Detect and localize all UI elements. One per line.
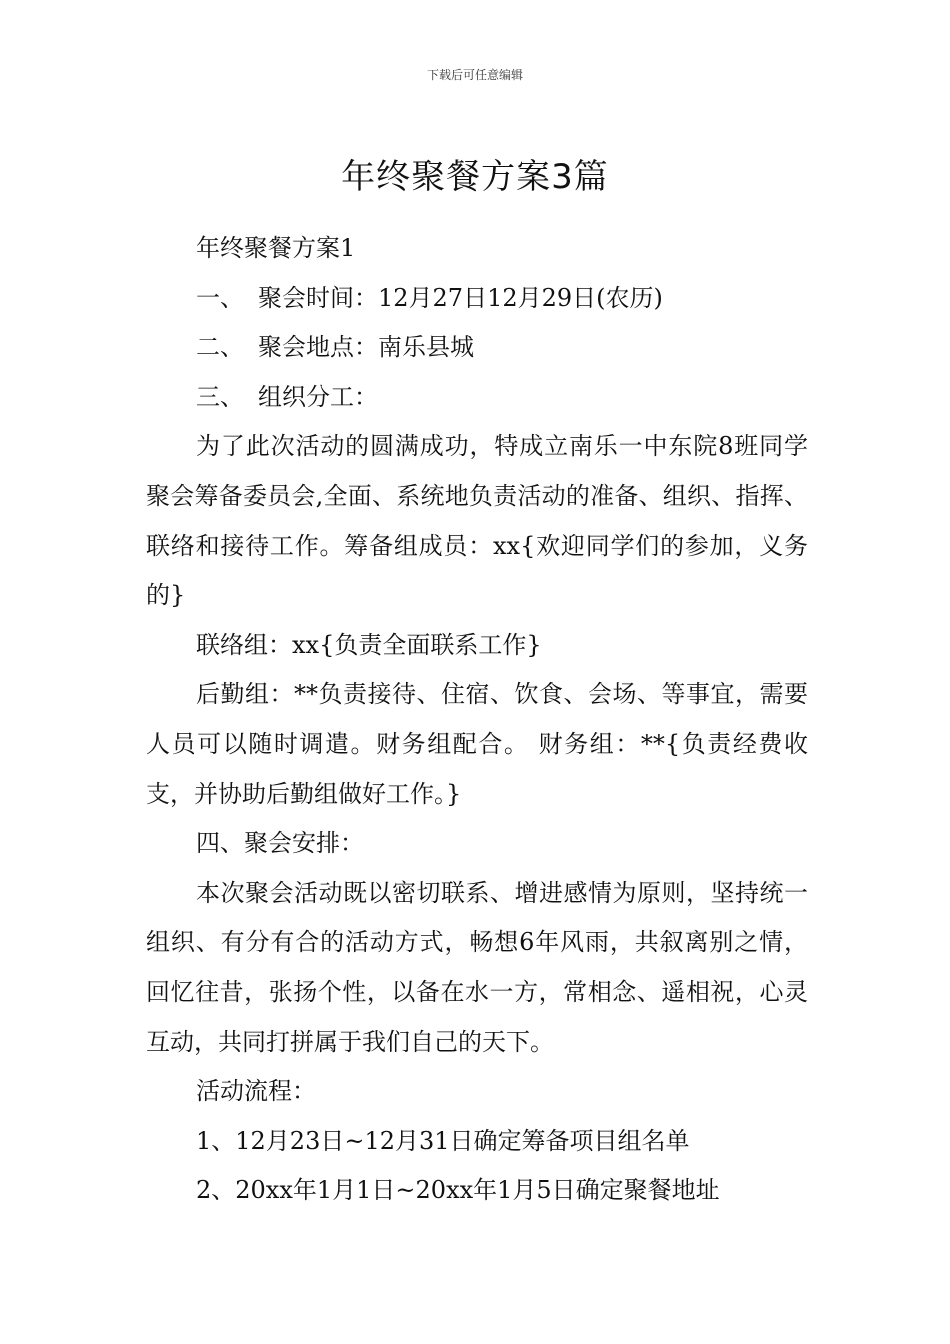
list-item-number: 二、 — [196, 333, 244, 362]
list-item-text: 组织分工： — [258, 382, 378, 411]
list-item-text: 聚会时间：12月27日12月29日(农历) — [258, 283, 663, 312]
paragraph-organization: 为了此次活动的圆满成功，特成立南乐一中东院8班同学聚会筹备委员会,全面、系统地负责活动的准备、组织、指挥、联络和接待工作。筹备组成员：xx{欢迎同学们的参加，义务的} — [146, 432, 808, 610]
section-subtitle: 年终聚餐方案1 — [196, 234, 356, 262]
list-item-number: 一、 — [196, 283, 244, 312]
paragraph-logistics: 后勤组：**负责接待、住宿、饮食、会场、等事宜，需要人员可以随时调遣。财务组配合。 财务组：**{负责经费收支，并协助后勤组做好工作。} — [146, 680, 808, 808]
arrangement-heading: 四、聚会安排： — [196, 829, 364, 858]
flow-step-1: 1、12月23日~12月31日确定筹备项目组名单 — [196, 1126, 690, 1155]
flow-step-2: 2、20xx年1月1日~20xx年1月5日确定聚餐地址 — [196, 1176, 720, 1205]
flow-heading: 活动流程： — [196, 1077, 316, 1106]
list-item-time — [146, 274, 808, 324]
header-note: 下载后可任意编辑 — [426, 68, 523, 82]
list-item-number: 三、 — [196, 382, 244, 411]
list-item-organization — [146, 373, 808, 423]
paragraph-arrangement: 本次聚会活动既以密切联系、增进感情为原则，坚持统一组织、有分有合的活动方式，畅想6年风雨，共叙离别之情，回忆往昔，张扬个性，以备在水一方，常相念、遥相祝，心灵互动，共同打拼属于我们自己的天下。 — [146, 878, 808, 1056]
document-body — [146, 224, 808, 1216]
document-title: 年终聚餐方案3篇 — [341, 156, 609, 197]
paragraph-liaison: 联络组：xx{负责全面联系工作} — [196, 630, 542, 659]
list-item-text: 聚会地点：南乐县城 — [258, 333, 474, 362]
list-item-location — [146, 323, 808, 373]
